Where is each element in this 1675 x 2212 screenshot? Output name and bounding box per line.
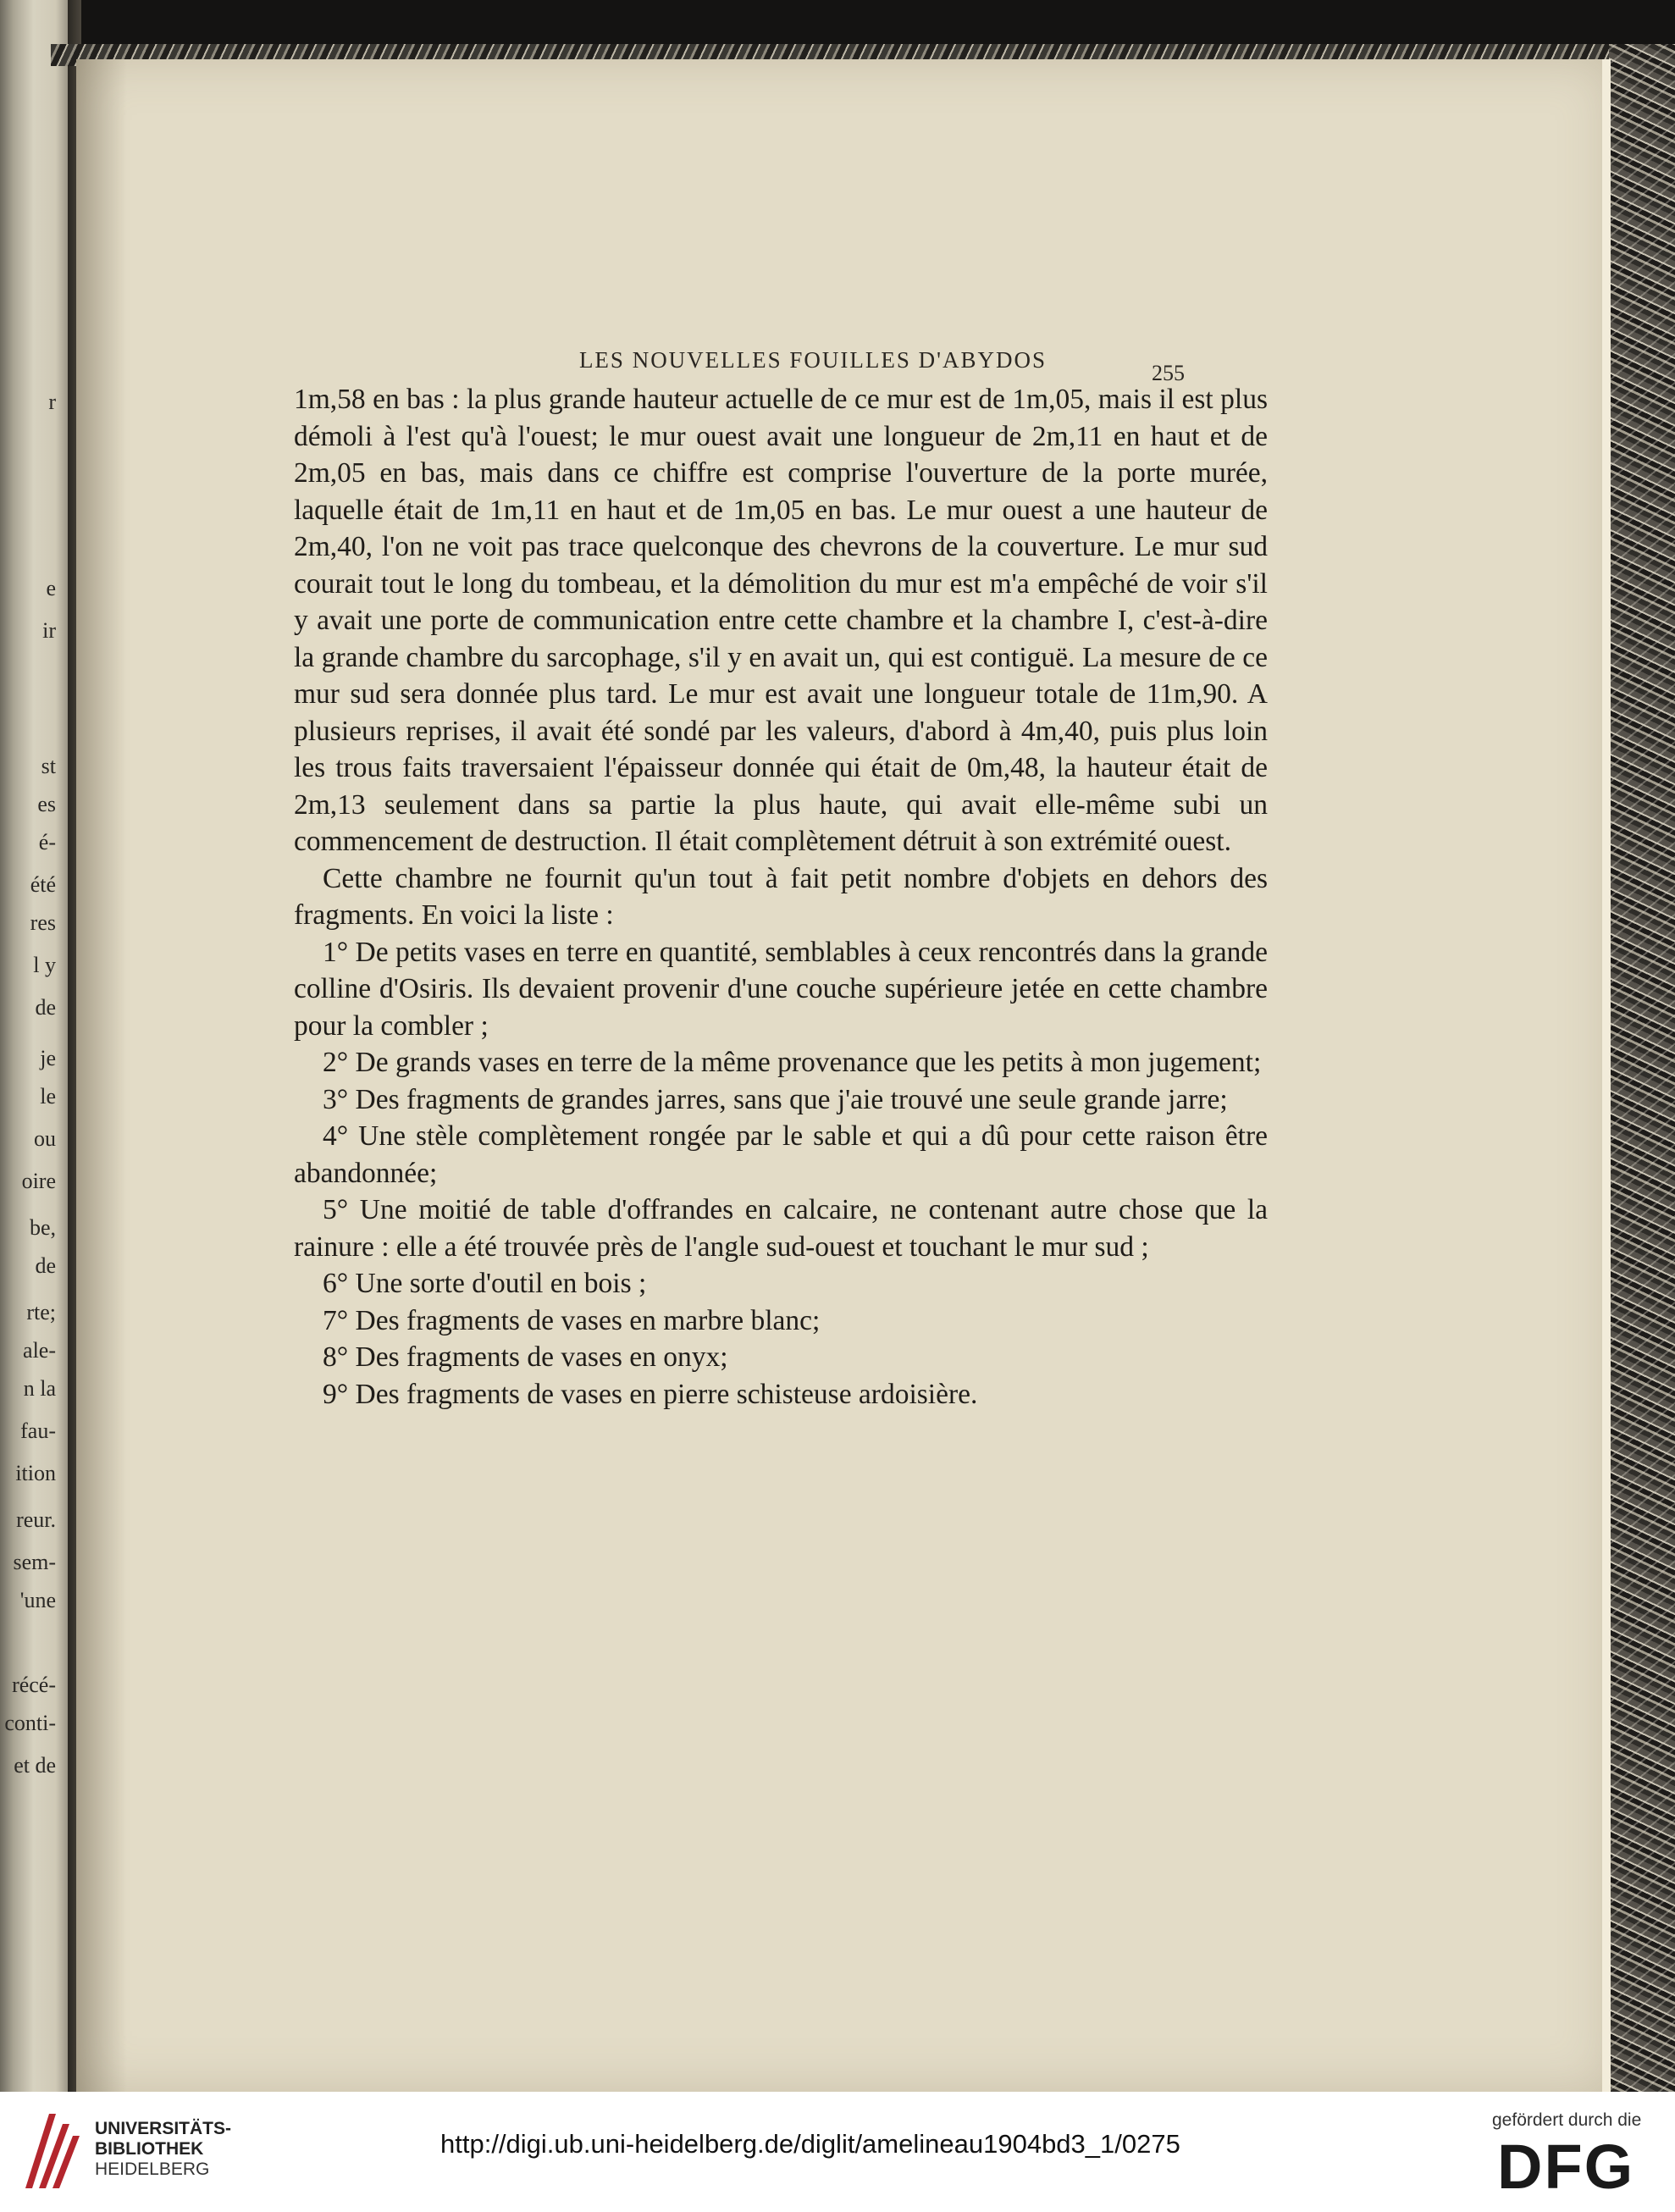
margin-fragment: r: [48, 390, 56, 414]
margin-fragment: rte;: [26, 1300, 56, 1324]
list-item: 5° Une moitié de table d'offrandes en calcaire, ne contenant autre chose que la rainure : elle a été trouvée près de l'angle sud-ouest et touchant le mur sud ;: [294, 1194, 1268, 1263]
paragraph: 1m,58 en bas : la plus grande hauteur actuelle de ce mur est de 1m,05, mais il est plus démoli à l'est qu'à l'ouest; le mur ouest avait une longueur de 2m,11 en haut et de 2m,05 en bas, mais dans ce chiffre est comprise l'ouverture de la porte murée, laquelle était de 1m,11 en haut et de 1m,05 en bas. Le mur ouest a une hauteur de 2m,40, l'on ne voit pas trace quelconque des chevrons de la couverture. Le mur sud courait tout le long du tombeau, et la démolition du mur est m'a empêché de voir s'il y avait une porte de communication entre cette chambre et la chambre I, c'est-à-dire la grande chambre du sarcophage, s'il y en avait un, qui est contiguë. La mesure de ce mur sud sera donnée plus tard. Le mur est avait une longueur totale de 11m,90. A plusieurs reprises, il avait été sondé par les valeurs, d'abord à 4m,40, puis plus loin les trous faits traversaient l'épaisseur donnée qui était de 0m,48, la hauteur était de 2m,13 seulement dans sa partie la plus haute, qui avait elle-même subi un commencement de destruction. Il était complètement détruit à son extrémité ouest.: [294, 384, 1268, 857]
previous-page-edge: [0, 0, 75, 2092]
list-item: 4° Une stèle complètement rongée par le sable et qui a dû pour cette raison être abandonnée;: [294, 1120, 1268, 1189]
book-page: [76, 59, 1611, 2092]
body-text: [294, 381, 1268, 1413]
list-item: 1° De petits vases en terre en quantité, semblables à ceux rencontrés dans la grande colline d'Osiris. Ils devaient provenir d'une couche supérieure jetée en cette chambre pour la combler ;: [294, 936, 1268, 1042]
list-item: 7° Des fragments de vases en marbre blanc;: [323, 1304, 821, 1336]
margin-fragment: ou: [34, 1126, 56, 1151]
list-item: 2° De grands vases en terre de la même provenance que les petits à mon jugement;: [323, 1047, 1262, 1078]
margin-fragment: été: [30, 872, 56, 897]
library-logo-icon: [19, 2107, 86, 2195]
margin-fragment: res: [30, 910, 56, 935]
running-head: LES NOUVELLES FOUILLES D'ABYDOS: [578, 347, 1048, 373]
permalink-url[interactable]: http://digi.ub.uni-heidelberg.de/diglit/amelineau1904bd3_1/0275: [440, 2129, 1180, 2159]
paragraph: Cette chambre ne fournit qu'un tout à fait petit nombre d'objets en dehors des fragments. En voici la liste :: [294, 862, 1268, 931]
margin-fragment: sem-: [13, 1550, 56, 1574]
footer-bar: [0, 2092, 1675, 2212]
margin-fragment: ition: [15, 1461, 56, 1485]
list-item: 9° Des fragments de vases en pierre schisteuse ardoisière.: [323, 1378, 978, 1410]
list-item: 6° Une sorte d'outil en bois ;: [323, 1268, 647, 1299]
margin-fragment: de: [35, 1253, 56, 1278]
margin-fragment: fau-: [20, 1418, 56, 1443]
margin-fragment: et de: [14, 1753, 56, 1778]
margin-fragment: l y: [33, 953, 56, 977]
library-name-line: HEIDELBERG: [95, 2159, 210, 2179]
margin-fragment: de: [35, 995, 56, 1020]
margin-fragment: 'une: [19, 1588, 56, 1612]
funding-label: gefördert durch die: [1492, 2110, 1642, 2130]
page-edge: [1602, 59, 1611, 2092]
dfg-logo-icon: [1494, 2134, 1655, 2195]
margin-fragment: oire: [21, 1169, 56, 1193]
margin-fragment: é-: [38, 830, 56, 854]
margin-fragment: st: [41, 754, 56, 778]
margin-fragment: be,: [29, 1215, 56, 1240]
margin-fragment: n la: [23, 1376, 56, 1401]
svg-text:DFG: DFG: [1497, 2134, 1635, 2195]
margin-fragment: ir: [42, 618, 56, 643]
left-margin-fragments: [0, 0, 59, 2092]
marbled-endpaper-right: [1609, 44, 1675, 2092]
margin-fragment: reur.: [16, 1507, 56, 1532]
margin-fragment: es: [37, 792, 56, 816]
list-item: 8° Des fragments de vases en onyx;: [323, 1341, 728, 1373]
margin-fragment: je: [40, 1046, 56, 1070]
page-shadow: [76, 59, 127, 2092]
margin-fragment: récé-: [12, 1673, 56, 1697]
library-name-line: UNIVERSITÄTS-: [95, 2119, 232, 2138]
library-name: [95, 2119, 231, 2180]
margin-fragment: ale-: [23, 1338, 56, 1363]
list-item: 3° Des fragments de grandes jarres, sans que j'aie trouvé une seule grande jarre;: [323, 1083, 1228, 1115]
margin-fragment: le: [40, 1084, 56, 1109]
margin-fragment: conti-: [4, 1711, 56, 1735]
margin-fragment: e: [46, 576, 56, 600]
library-name-line: BIBLIOTHEK: [95, 2139, 204, 2159]
page-number: 255: [1152, 361, 1185, 385]
